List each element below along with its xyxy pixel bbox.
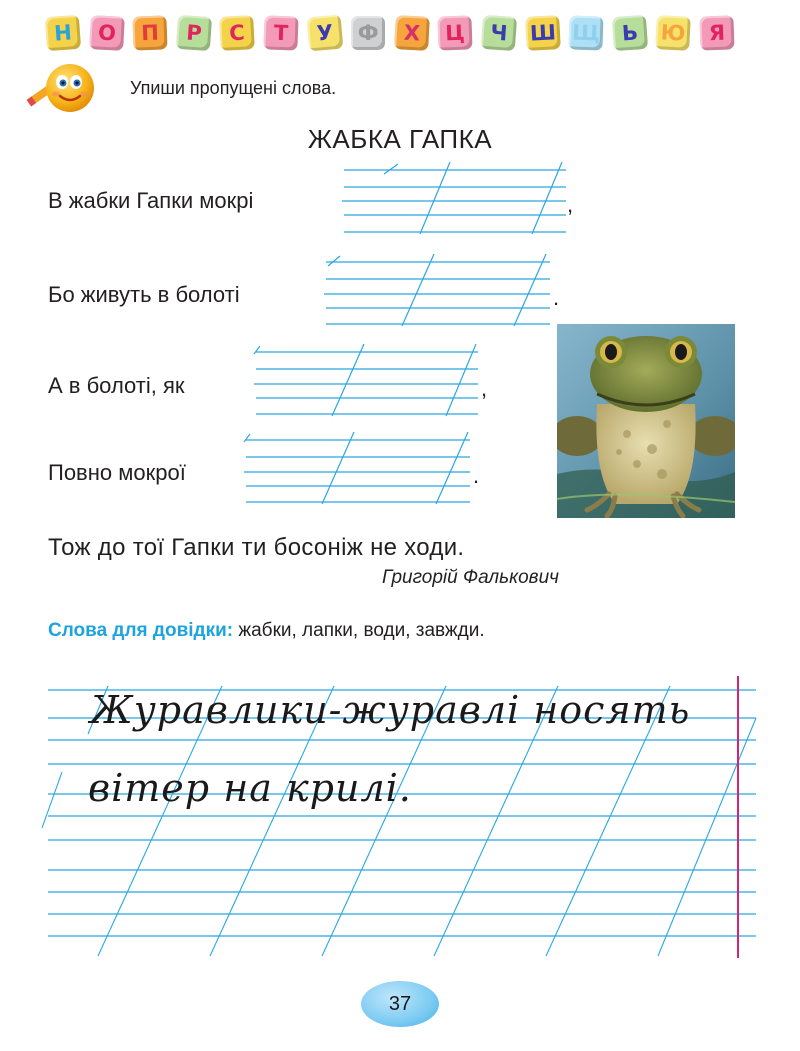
poem-line-2: Бо живуть в болоті <box>48 282 240 307</box>
frog-photo <box>557 324 735 518</box>
alphabet-tile: Х <box>394 15 430 51</box>
alphabet-tile: Щ <box>569 15 604 50</box>
alphabet-tile: П <box>133 15 168 50</box>
poem-author: Григорій Фалькович <box>381 567 559 588</box>
alphabet-tile: Ш <box>525 15 561 51</box>
answer-blank-2[interactable] <box>322 254 554 328</box>
instruction-text: Упиши пропущені слова. <box>130 78 337 98</box>
poem-line-3: А в болоті, як <box>48 373 185 398</box>
alphabet-tile: Ю <box>656 15 692 51</box>
alphabet-tile: Н <box>45 15 81 51</box>
punctuation-1: , <box>567 192 574 217</box>
alphabet-tile: Ф <box>351 16 385 50</box>
alphabet-tile: Ц <box>438 15 473 50</box>
poem-line-1: В жабки Гапки мокрі <box>48 188 254 213</box>
answer-blank-4[interactable] <box>242 432 474 506</box>
alphabet-tile: Т <box>263 15 298 50</box>
alphabet-strip <box>46 16 746 54</box>
word-hint <box>48 620 485 642</box>
answer-blank-1[interactable] <box>340 162 570 236</box>
hint-words: жабки, лапки, води, завжди. <box>233 620 485 641</box>
punctuation-2: . <box>553 285 560 310</box>
hint-label: Слова для довідки: <box>48 620 234 641</box>
alphabet-tile: Я <box>699 15 734 50</box>
alphabet-tile: С <box>220 15 256 51</box>
answer-blank-3[interactable] <box>252 344 482 418</box>
copybook-line-1: Журавлики-журавлі носять <box>90 688 691 732</box>
punctuation-3: , <box>481 376 488 401</box>
page-number: 37 <box>361 981 439 1027</box>
copybook-line-2: вітер на крилі. <box>88 766 412 810</box>
alphabet-tile: Ь <box>612 15 648 51</box>
poem-line-4: Повно мокрої <box>48 460 186 485</box>
alphabet-tile: Р <box>176 15 212 51</box>
poem-final-line: Тож до тої Гапки ти босоніж не ходи. <box>48 534 465 561</box>
poem-title: ЖАБКА ГАПКА <box>307 124 493 154</box>
alphabet-tile: У <box>306 15 343 52</box>
alphabet-tile: Ч <box>481 15 517 51</box>
alphabet-tile: О <box>89 15 125 51</box>
punctuation-4: . <box>473 463 480 488</box>
smiley-pencil-icon <box>20 60 104 116</box>
